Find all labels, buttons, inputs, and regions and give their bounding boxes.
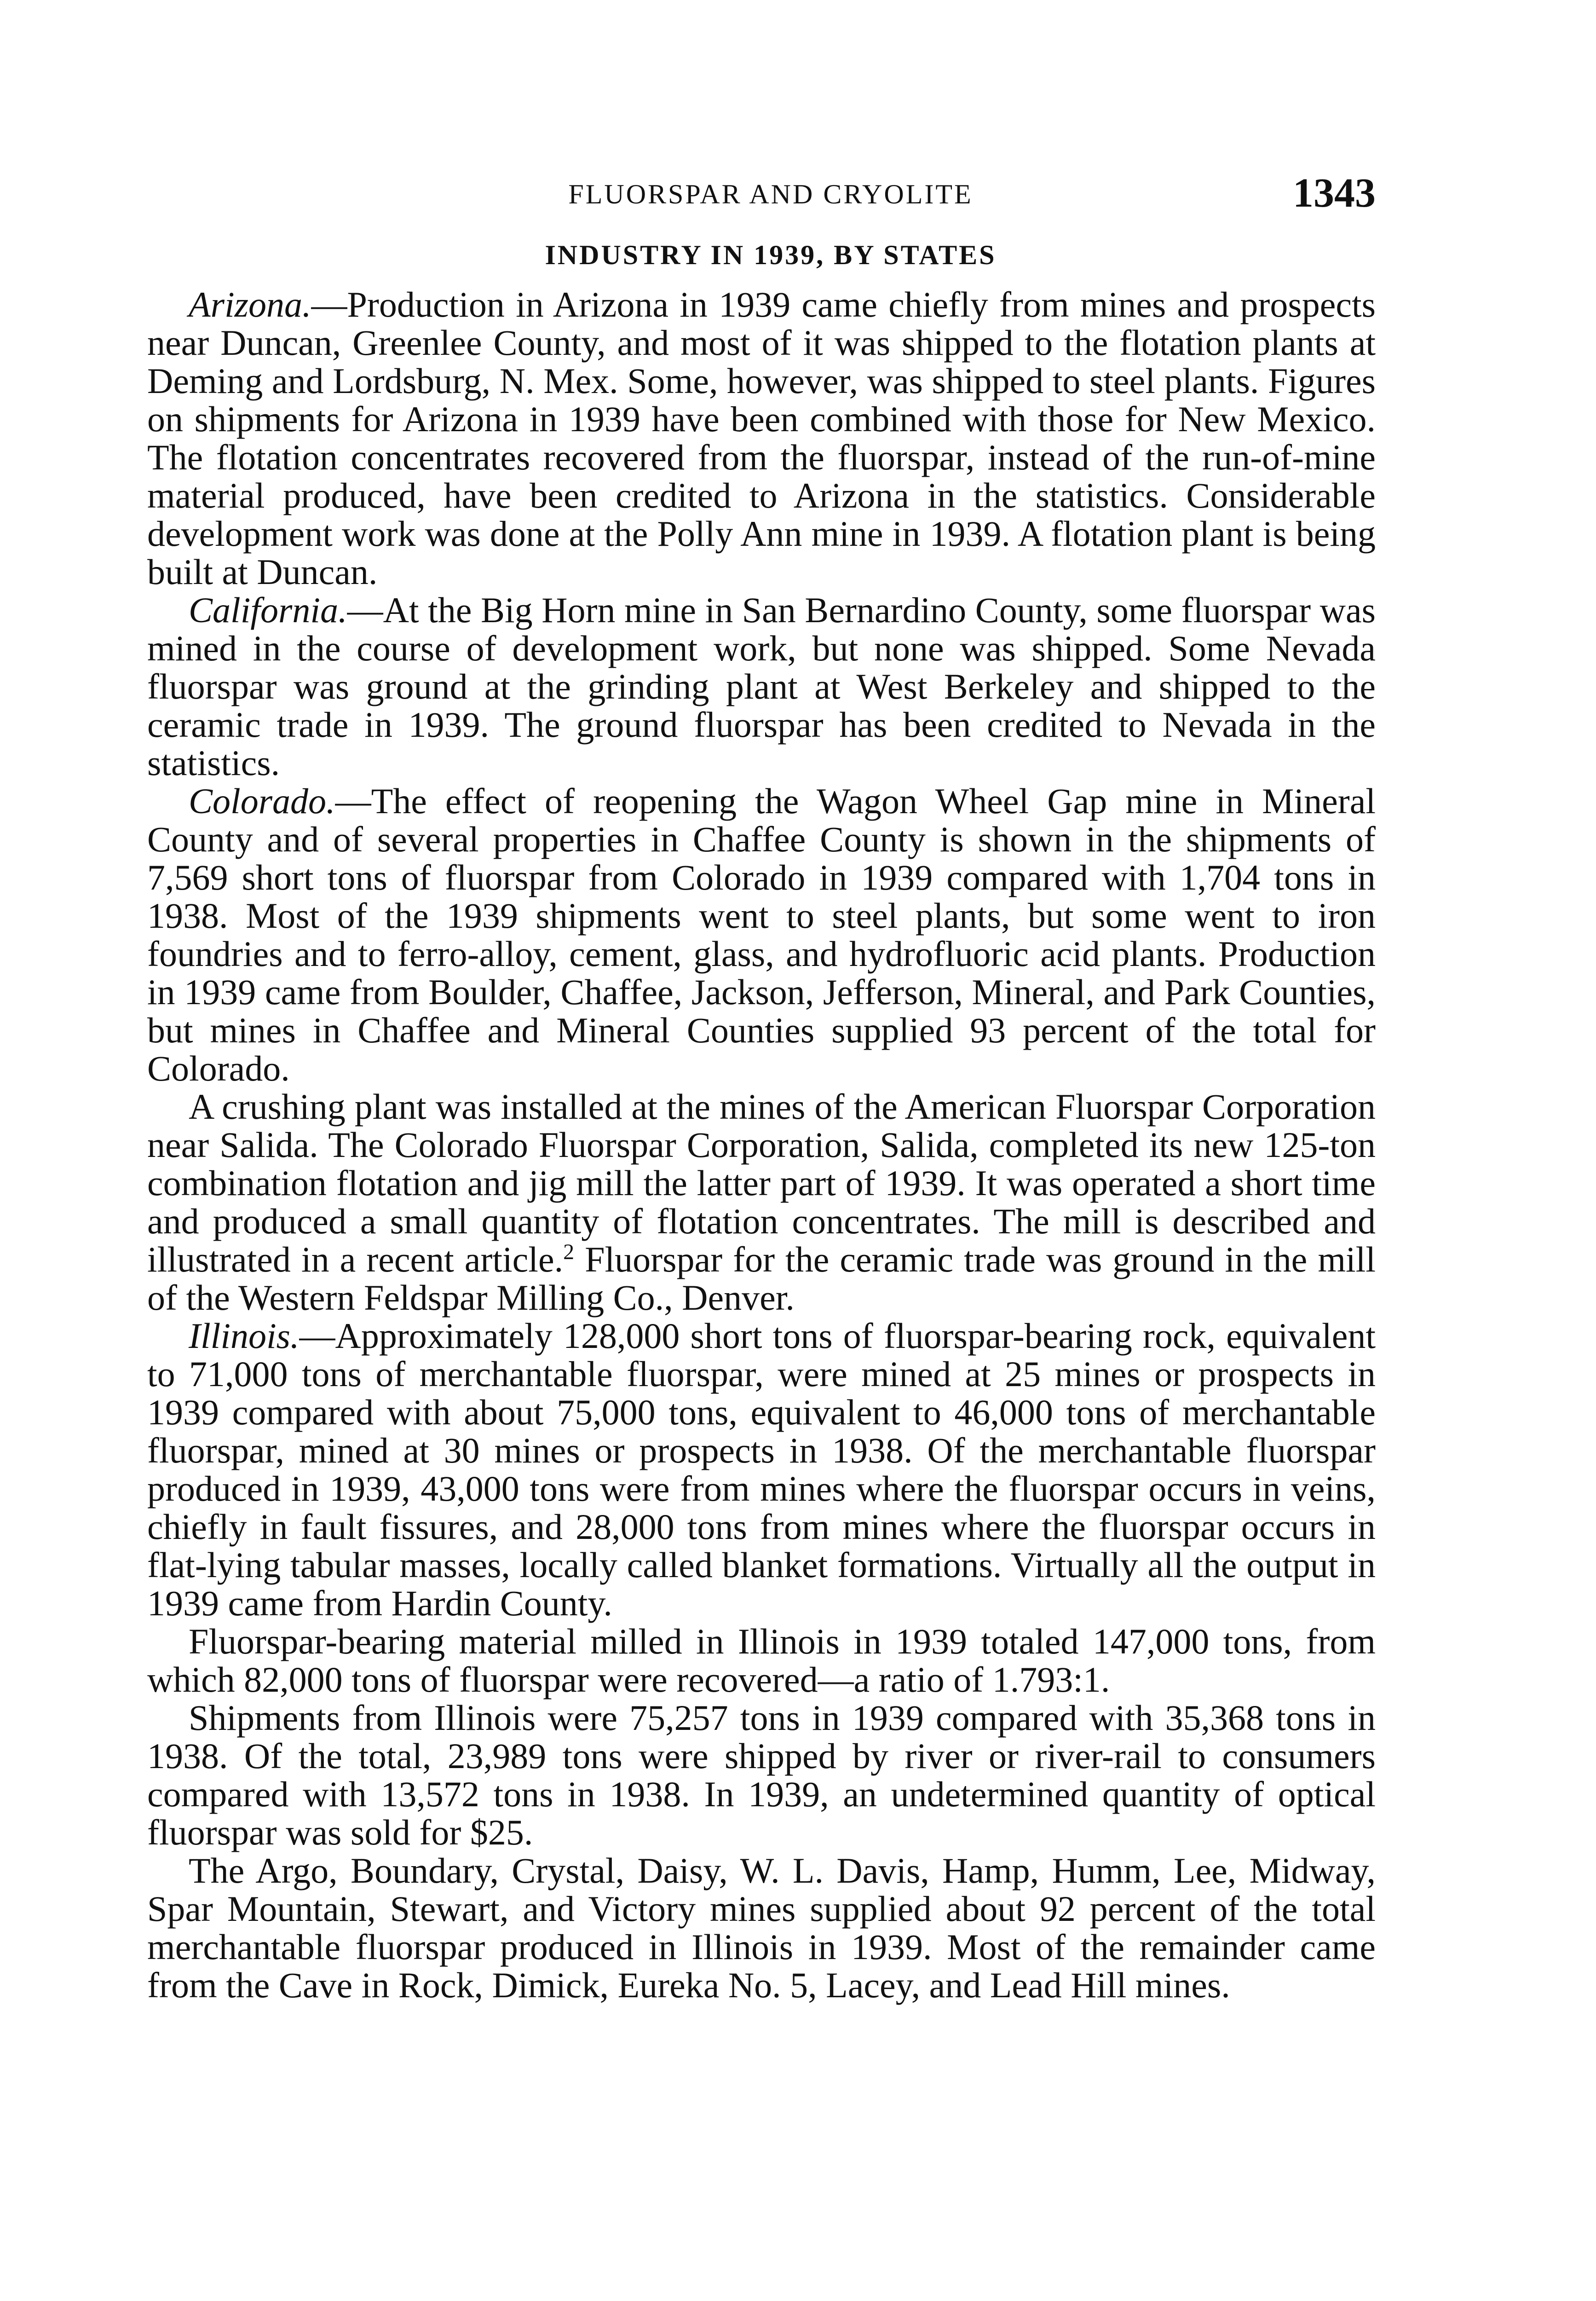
paragraph-illinois-milled: Fluorspar-bearing material milled in Illinois in 1939 totaled 147,000 tons, from which 82,000 tons of fluorspar were recovered—a ratio of 1.793:1. [147,1621,1376,1700]
state-name: Illinois. [189,1316,300,1356]
page-number: 1343 [1293,170,1376,216]
running-title: FLUORSPAR AND CRYOLITE [568,179,973,209]
paragraph-illinois [147,1317,1376,1622]
paragraph-colorado-mill [147,1087,1376,1317]
state-name: California. [189,590,347,630]
paragraph-illinois-shipments: Shipments from Illinois were 75,257 tons in 1939 compared with 35,368 tons in 1938. Of the total, 23,989 tons were shipped by river or river-rail to consumers compared with 13,572 tons in 1938. In 1939, an undetermined quantity of optical fluorspar was sold for $25. [147,1698,1376,1852]
paragraph-illinois-mines: The Argo, Boundary, Crystal, Daisy, W. L. Davis, Hamp, Humm, Lee, Midway, Spar Mountain, Stewart, and Victory mines supplied about 92 percent of the total merchantable fluorspar produced in Illinois in 1939. Most of the remainder came from the Cave in Rock, Dimick, Eureka No. 5, Lacey, and Lead Hill mines. [147,1850,1376,2005]
running-head [166,170,1376,221]
state-name: Colorado. [189,781,335,821]
paragraph-text: —The effect of reopening the Wagon Wheel Gap mine in Mineral County and of several properties in Chaffee County is shown in the shipments of 7,569 short tons of fluorspar from Colorado in 1939 compared with 1,704 tons in 1938. Most of the 1939 shipments went to steel plants, but some went to iron foundries and to ferro-alloy, cement, glass, and hydrofluoric acid plants. Production in 1939 came from Boulder, Chaffee, Jackson, Jefferson, Mineral, and Park Counties, but mines in Chaffee and Mineral Counties supplied 93 percent of the total for Colorado. [147,781,1376,1088]
state-name: Arizona. [189,284,311,324]
paragraph-text: —Approximately 128,000 short tons of fluorspar-bearing rock, equivalent to 71,000 tons of merchantable fluorspar, were mined at 25 mines or prospects in 1939 compared with about 75,000 tons, equivalent to 46,000 tons of merchantable fluorspar, mined at 30 mines or prospects in 1938. Of the merchantable fluorspar produced in 1939, 43,000 tons were from mines where the fluorspar occurs in veins, chiefly in fault fissures, and 28,000 tons from mines where the fluorspar occurs in flat-lying tabular masses, locally called blanket formations. Virtually all the output in 1939 came from Hardin County. [147,1316,1376,1623]
footnote-reference: 2 [563,1240,575,1264]
section-heading: INDUSTRY IN 1939, BY STATES [545,240,997,270]
paragraph-colorado [147,782,1376,1087]
paragraph-text: —At the Big Horn mine in San Bernardino County, some fluorspar was mined in the course of development work, but none was shipped. Some Nevada fluorspar was ground at the grinding plant at West Berkeley and shipped to the ceramic trade in 1939. The ground fluorspar has been credited to Nevada in the statistics. [147,590,1376,783]
paragraph-text: A crushing plant was installed at the mines of the American Fluorspar Corporation near Salida. The Colorado Fluorspar Corporation, Salida, completed its new 125-ton combination flotation and jig mill the latter part of 1939. It was operated a short time and produced a small quantity of flotation concentrates. The mill is described and illustrated in a recent article. [147,1087,1376,1279]
paragraph-text: —Production in Arizona in 1939 came chiefly from mines and prospects near Duncan, Greenlee County, and most of it was shipped to the flotation plants at Deming and Lordsburg, N. Mex. Some, however, was shipped to steel plants. Figures on shipments for Arizona in 1939 have been combined with those for New Mexico. The flotation concentrates recovered from the fluorspar, instead of the run-of-mine material produced, have been credited to Arizona in the statistics. Considerable development work was done at the Polly Ann mine in 1939. A flotation plant is being built at Duncan. [147,284,1376,592]
paragraph-text: Fluorspar for the ceramic trade was ground in the mill of the Western Feldspar Milling Co., Denver. [147,1239,1376,1318]
paragraph-california [147,591,1376,782]
paragraph-arizona [147,285,1376,591]
body-text [147,285,1376,2004]
